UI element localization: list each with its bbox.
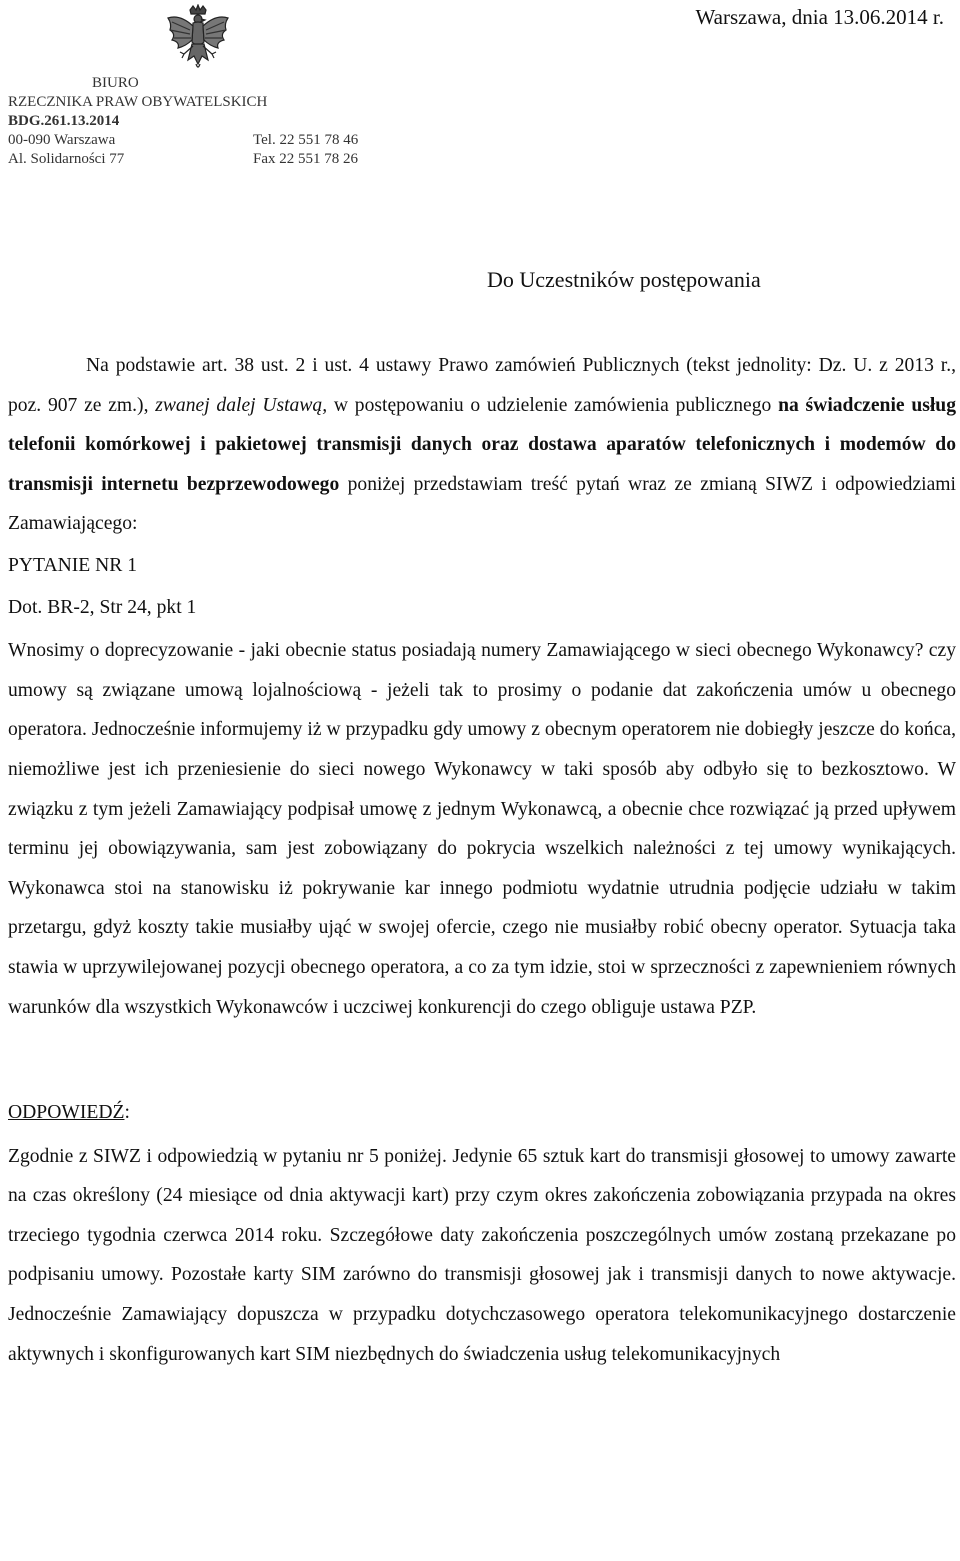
reference-number: BDG.261.13.2014 (8, 113, 120, 129)
intro-text-e: poniżej przedstawiam treść pytań wraz ze zmianą SIWZ i odpowiedziami Zamawiającego: (8, 473, 956, 535)
intro-text-a: Na podstawie art. 38 ust. 2 i ust. 4 ustawy Prawo zamówień Publicznych (tekst jednolity: Dz. U. z 2013 r., poz. 907 ze zm.), (8, 355, 956, 416)
question-reference: Dot. BR-2, Str 24, pkt 1 (8, 596, 197, 618)
office-header (8, 74, 358, 169)
address-row-2 (8, 150, 358, 169)
addressee: Do Uczestników postępowania (487, 267, 761, 292)
question-text: Wnosimy o doprecyzowanie - jaki obecnie status posiadają numery Zamawiającego w sieci obecnego Wykonawcy? czy umowy są związane umową lojalnościową - jeżeli tak to prosimy o podanie dat zakończenia umów u obecnego operatora. Jednocześnie informujemy iż w przypadku gdy umowy z obecnym operatorem nie dobiegły jeszcze do końca, niemożliwe jest ich przeniesienie do sieci nowego Wykonawcy w taki sposób aby odbyło się to bezkosztowo. W związku z tym jeżeli Zamawiający podpisał umowę z jednym Wykonawcą, a obecnie chce rozwiązać ją przed upływem terminu jej obowiązywania, sam jest zobowiązany do pokrycia wszelkich należności z tej umowy wynikających. Wykonawca stoi na stanowisku iż pokrywanie kar innego podmiotu wydatnie utrudnia podjęcie udziału w takim przetargu, gdyż koszty takie musiałby ująć w swojej ofercie, czego nie musiałby robić obecny operator. Sytuacja taka stawia w uprzywilejowanej pozycji obecnego operatora, a co za tym idzie, stoi w sprzeczności z zapewnieniem równych warunków dla wszystkich Wykonawców i uczciwej konkurencji do czego obliguje ustawa PZP. (8, 640, 956, 1018)
phone-number: Tel. 22 551 78 46 (253, 132, 359, 148)
question-heading: PYTANIE NR 1 (8, 554, 138, 576)
answer-text: Zgodnie z SIWZ i odpowiedzią w pytaniu nr 5 poniżej. Jedynie 65 sztuk kart do transmisji głosowej to umowy zawarte na czas określony (24 miesiące od dnia aktywacji kart) przy czym okres zakończenia zobowiązania przypada na okres trzeciego tygodnia czerwca 2014 roku. Szczegółowe daty zakończenia poszczególnych umów zostaną przekazane po podpisaniu umowy. Pozostałe karty SIM zarówno do transmisji głosowej jak i transmisji danych to nowe aktywacje. Jednocześnie Zamawiający dopuszcza w przypadku dotychczasowego operatora telekomunikacyjnego dostarczenie aktywnych i skonfigurowanych kart SIM niezbędnych do świadczenia usług telekomunikacyjnych (8, 1145, 956, 1365)
office-name-line2: RZECZNIKA PRAW OBYWATELSKICH (8, 94, 268, 110)
intro-text-italic: zwanej dalej Ustawą, (155, 394, 328, 416)
intro-text-c: w postępowaniu o udzielenie zamówienia publicznego (327, 394, 779, 416)
answer-heading: ODPOWIEDŹ (8, 1102, 125, 1124)
answer-heading-suffix: : (124, 1102, 130, 1124)
document-body (8, 346, 956, 1374)
postal-address: 00-090 Warszawa (8, 132, 116, 148)
office-name-line1: BIURO (92, 75, 139, 91)
intro-text-bold: na świadczenie usług telefonii komórkowej i pakietowej transmisji danych oraz dostawa aparatów telefonicznych i modemów do transmisji internetu bezprzewodowego (8, 394, 956, 495)
polish-eagle-emblem-icon (160, 4, 236, 72)
document-date: Warszawa, dnia 13.06.2014 r. (695, 5, 944, 29)
spacer (8, 1027, 956, 1093)
street-address: Al. Solidarności 77 (8, 151, 125, 167)
address-row-1 (8, 131, 358, 150)
intro-paragraph (8, 346, 956, 544)
fax-number: Fax 22 551 78 26 (253, 151, 358, 167)
answer-heading-line (8, 1093, 956, 1133)
